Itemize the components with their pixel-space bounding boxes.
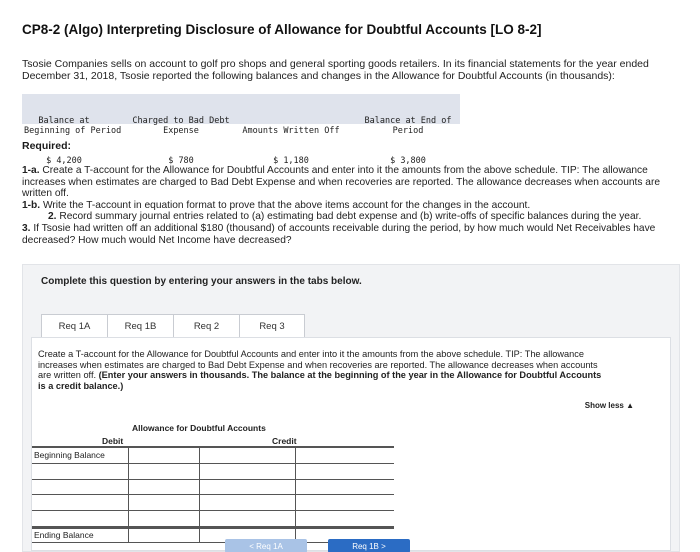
- panel-heading: Complete this question by entering your answers in the tabs below.: [41, 276, 362, 287]
- credit-input[interactable]: [295, 448, 366, 463]
- credit-header: Credit: [272, 436, 297, 446]
- bottom-nav: [23, 539, 681, 552]
- requirements-list: [22, 165, 682, 246]
- required-label: Required:: [22, 140, 72, 152]
- t-account-row-beginning: [32, 448, 394, 464]
- schedule-col-charged: Charged to Bad Debt Expense $ 780: [132, 116, 230, 166]
- credit-input[interactable]: [295, 495, 366, 510]
- debit-label-input[interactable]: [32, 495, 128, 510]
- credit-input[interactable]: [295, 464, 366, 479]
- debit-label-input[interactable]: [32, 511, 128, 526]
- beginning-balance-label: Beginning Balance: [34, 450, 105, 461]
- req-tabs: [41, 314, 305, 338]
- tab-req-2[interactable]: Req 2: [173, 314, 239, 338]
- debit-input[interactable]: [128, 464, 199, 479]
- credit-label-input[interactable]: [199, 448, 295, 463]
- requirement-item: 3. If Tsosie had written off an additional $180 (thousand) of accounts receivable during the period, by how much would Net Receivables have decreased? How much would Net Income have decreased?: [22, 222, 656, 246]
- credit-label-input[interactable]: [199, 495, 295, 510]
- t-account-row: [32, 495, 394, 511]
- credit-input[interactable]: [295, 511, 366, 526]
- t-account-grid: [32, 446, 394, 543]
- credit-input[interactable]: [295, 480, 366, 495]
- instructions-text: Create a T-account for the Allowance for Doubtful Accounts and enter into it the amounts from the above schedule. TIP: The allowance increases when estimates are charged to Bad Debt Expense and when recoveries are reported. The allowance decreases when accounts are written off. (Enter your answers in thousands. The balance at the beginning of the year in the Allowance for Doubtful Accounts is a credit balance.): [38, 349, 602, 391]
- page-title: CP8-2 (Algo) Interpreting Disclosure of Allowance for Doubtful Accounts [LO 8-2]: [22, 22, 542, 37]
- schedule-col-ending: Balance at End of Period $ 3,800: [364, 116, 452, 166]
- debit-input[interactable]: [128, 511, 199, 526]
- credit-label-input[interactable]: [199, 464, 295, 479]
- requirement-item: 1-a. Create a T-account for the Allowance for Doubtful Accounts and enter into it the amounts from the above schedule. TIP: The allowance increases when estimates are charged to Bad Debt Expense and when recoveries are reported. The allowance decreases when accounts are written off.: [22, 165, 661, 200]
- credit-label-input[interactable]: [199, 480, 295, 495]
- debit-label-input[interactable]: [32, 480, 128, 495]
- prev-req-button[interactable]: < Req 1A: [225, 539, 307, 552]
- t-account-row: [32, 464, 394, 480]
- credit-label-input[interactable]: [199, 511, 295, 526]
- requirement-item: 2. Record summary journal entries related to (a) estimating bad debt expense and (b) write-offs of specific balances during the year.: [48, 211, 642, 223]
- tab-req-3[interactable]: Req 3: [239, 314, 305, 338]
- tab-req-1b[interactable]: Req 1B: [107, 314, 173, 338]
- t-account-title: Allowance for Doubtful Accounts: [132, 423, 266, 433]
- debit-input[interactable]: [128, 448, 199, 463]
- t-account-row: [32, 480, 394, 496]
- tab-req-1a[interactable]: Req 1A: [41, 314, 107, 338]
- schedule-col-beginning: Balance at Beginning of Period $ 4,200: [24, 116, 122, 166]
- debit-input[interactable]: [128, 495, 199, 510]
- requirement-item: 1-b. Write the T-account in equation format to prove that the above items account for the changes in the account.: [22, 199, 531, 211]
- ending-balance-label: Ending Balance: [34, 530, 94, 541]
- debit-input[interactable]: [128, 480, 199, 495]
- answer-panel: [22, 264, 680, 552]
- schedule-col-written-off: Amounts Written Off $ 1,180: [242, 126, 340, 166]
- debit-header: Debit: [102, 436, 124, 446]
- show-less-link[interactable]: Show less ▲: [584, 401, 634, 410]
- intro-text: Tsosie Companies sells on account to golf pro shops and general sporting goods retailers. In its financial statements for the year ended December 31, 2018, Tsosie reported the following balances and changes in the Allowance for Doubtful Accounts (in thousands):: [22, 58, 649, 82]
- next-req-button[interactable]: Req 1B >: [328, 539, 410, 552]
- tab-content: [31, 337, 671, 551]
- t-account-row: [32, 511, 394, 527]
